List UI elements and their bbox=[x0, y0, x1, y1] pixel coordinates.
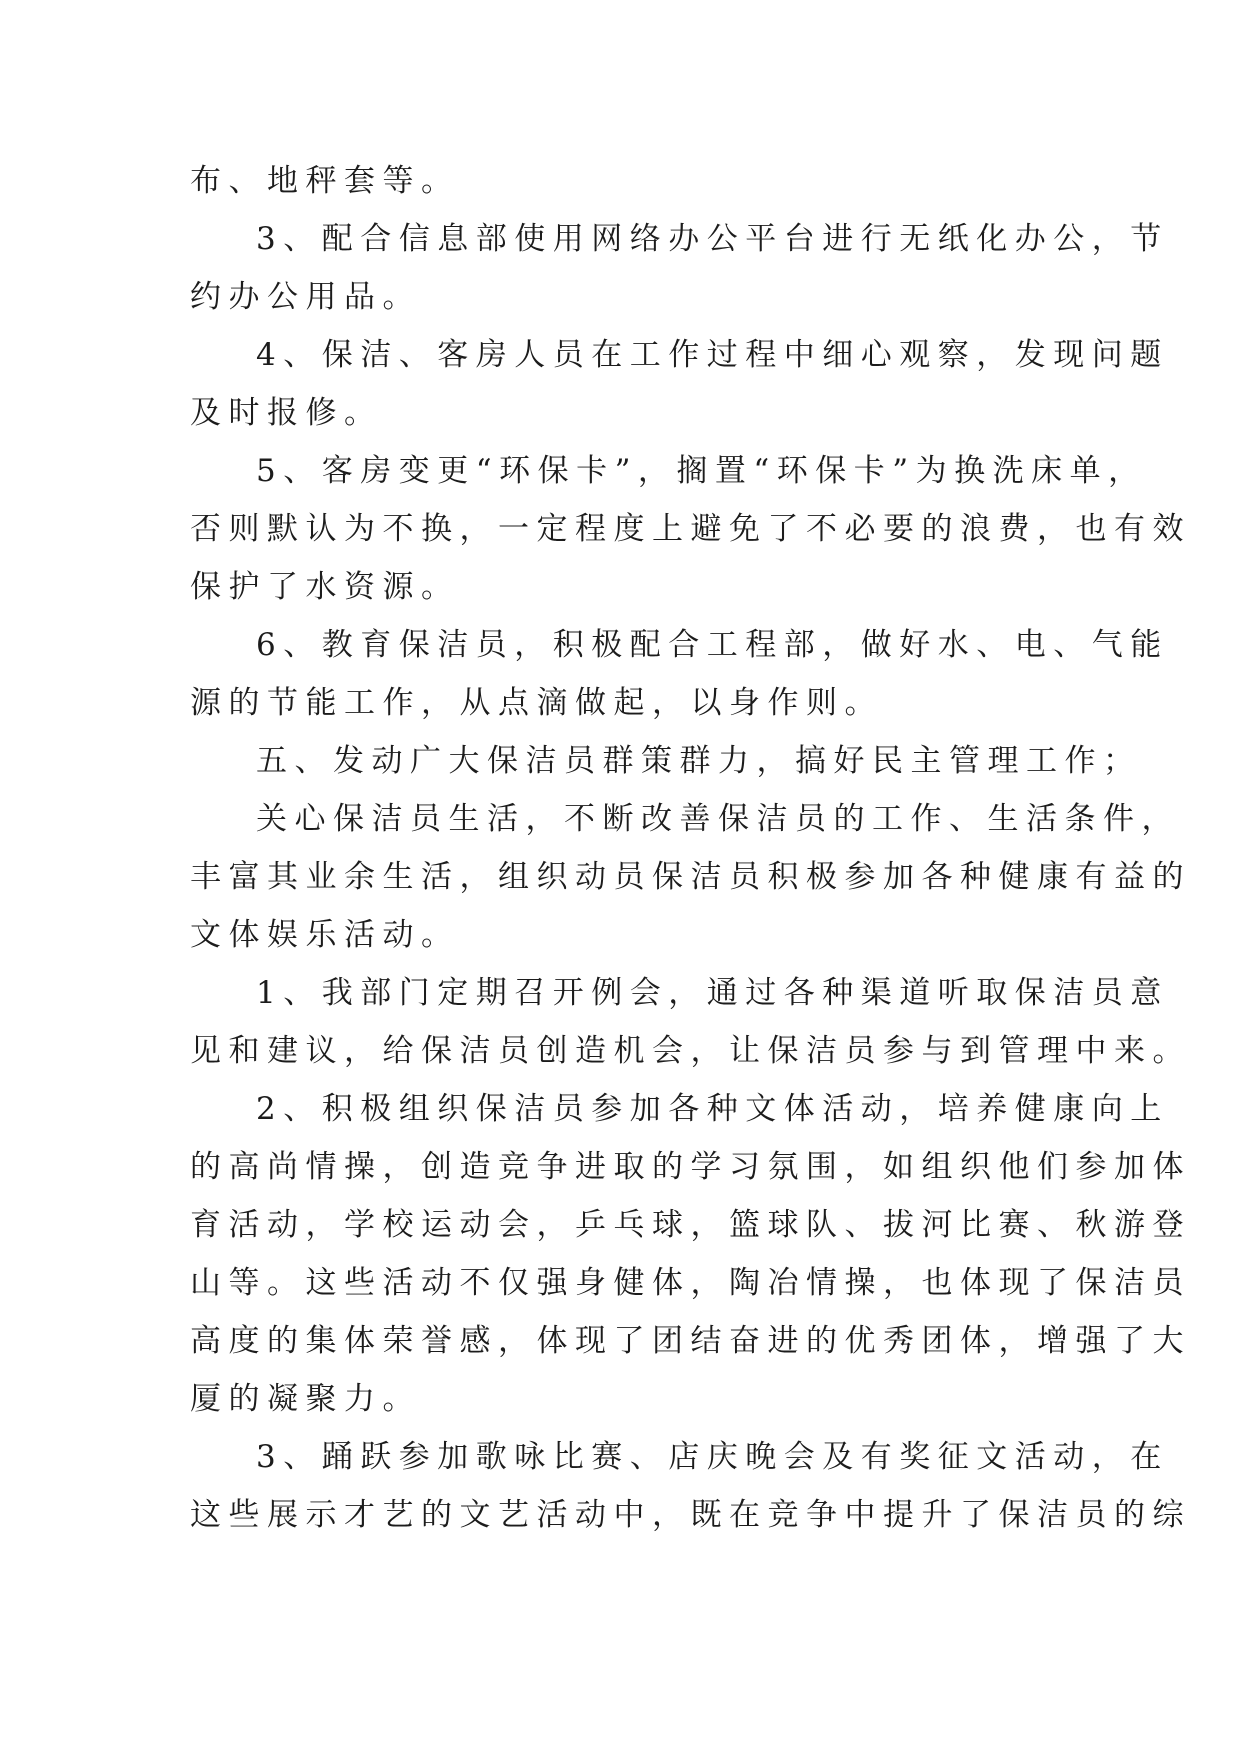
text-line: 丰富其业余生活，组织动员保洁员积极参加各种健康有益的 bbox=[190, 859, 1191, 895]
body-text bbox=[190, 152, 1191, 1544]
text-line: 见和建议，给保洁员创造机会，让保洁员参与到管理中来。 bbox=[190, 1033, 1191, 1069]
text-line: 布、地秤套等。 bbox=[190, 163, 460, 199]
text-line: 文体娱乐活动。 bbox=[190, 917, 460, 953]
text-line: 关心保洁员生活，不断改善保洁员的工作、生活条件， bbox=[256, 801, 1180, 837]
text-line: 2、积极组织保洁员参加各种文体活动，培养健康向上 bbox=[256, 1091, 1169, 1127]
text-line: 五、发动广大保洁员群策群力，搞好民主管理工作； bbox=[256, 743, 1142, 779]
text-line: 6、教育保洁员，积极配合工程部，做好水、电、气能 bbox=[256, 627, 1169, 663]
text-line: 5、客房变更“环保卡”，搁置“环保卡”为换洗床单， bbox=[256, 453, 1147, 489]
text-line: 的高尚情操，创造竞争进取的学习氛围，如组织他们参加体 bbox=[190, 1149, 1191, 1185]
text-line: 4、保洁、客房人员在工作过程中细心观察，发现问题 bbox=[256, 337, 1169, 373]
text-line: 厦的凝聚力。 bbox=[190, 1381, 421, 1417]
text-line: 山等。这些活动不仅强身健体，陶冶情操，也体现了保洁员 bbox=[190, 1265, 1191, 1301]
text-line: 保护了水资源。 bbox=[190, 569, 460, 605]
text-line: 约办公用品。 bbox=[190, 279, 421, 315]
text-line: 育活动，学校运动会，乒乓球，篮球队、拔河比赛、秋游登 bbox=[190, 1207, 1191, 1243]
text-line: 高度的集体荣誉感，体现了团结奋进的优秀团体，增强了大 bbox=[190, 1323, 1191, 1359]
text-line: 3、踊跃参加歌咏比赛、店庆晚会及有奖征文活动，在 bbox=[256, 1439, 1169, 1475]
text-line: 源的节能工作，从点滴做起，以身作则。 bbox=[190, 685, 883, 721]
text-line: 1、我部门定期召开例会，通过各种渠道听取保洁员意 bbox=[256, 975, 1169, 1011]
text-line: 否则默认为不换，一定程度上避免了不必要的浪费，也有效 bbox=[190, 511, 1191, 547]
text-line: 及时报修。 bbox=[190, 395, 383, 431]
text-line: 3、配合信息部使用网络办公平台进行无纸化办公，节 bbox=[256, 221, 1169, 257]
text-line: 这些展示才艺的文艺活动中，既在竞争中提升了保洁员的综 bbox=[190, 1497, 1191, 1533]
